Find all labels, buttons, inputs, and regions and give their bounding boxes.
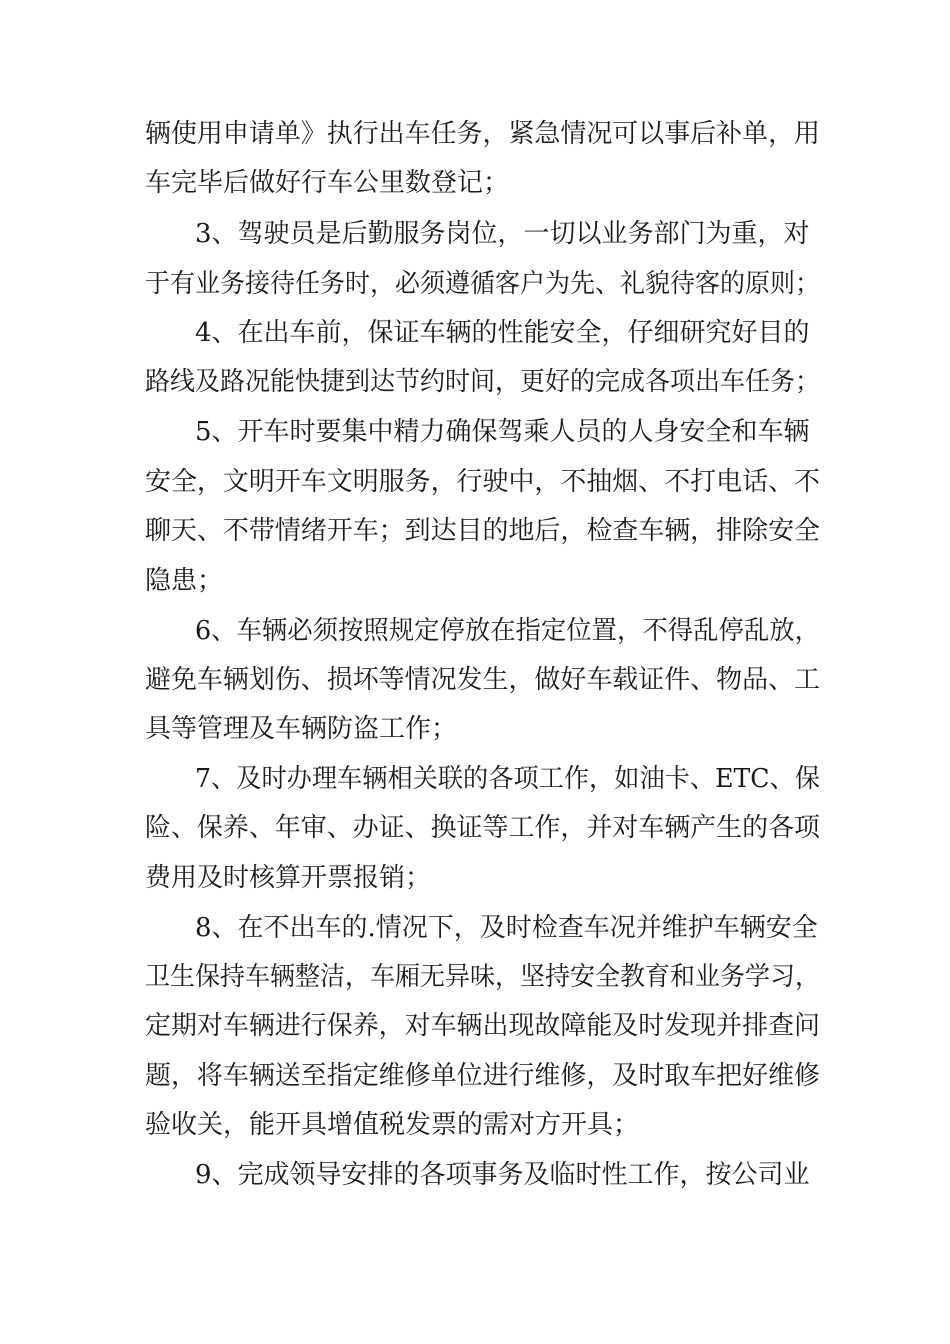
text-line — [0, 362, 950, 402]
text-line — [0, 1105, 950, 1145]
text-line — [0, 1056, 950, 1096]
text-line-content: 安全，文明开车文明服务，行驶中，不抽烟、不打电话、不 — [145, 467, 821, 497]
text-line-content: 避免车辆划伤、损坏等情况发生，做好车载证件、物品、工 — [145, 665, 821, 695]
text-line — [0, 511, 950, 551]
text-line — [0, 462, 950, 502]
text-line-content: 4、在出车前，保证车辆的性能安全，仔细研究好目的 — [195, 318, 810, 348]
text-line — [0, 858, 950, 898]
text-line-content: 定期对车辆进行保养，对车辆出现故障能及时发现并排查问 — [145, 1011, 821, 1041]
text-line — [0, 759, 950, 799]
text-line — [0, 114, 950, 154]
text-line — [0, 313, 950, 353]
text-line — [0, 412, 950, 452]
text-line — [0, 611, 950, 651]
text-line-content: 隐患； — [145, 566, 224, 596]
text-line-content: 车完毕后做好行车公里数登记； — [145, 168, 510, 198]
text-line-content: 路线及路况能快捷到达节约时间，更好的完成各项出车任务； — [145, 367, 820, 397]
text-line-content: 6、车辆必须按照规定停放在指定位置，不得乱停乱放， — [195, 616, 820, 646]
text-line-content: 验收关，能开具增值税发票的需对方开具； — [145, 1110, 640, 1140]
text-line — [0, 660, 950, 700]
text-line-content: 9、完成领导安排的各项事务及临时性工作，按公司业 — [195, 1160, 810, 1190]
text-line — [0, 214, 950, 254]
text-line — [0, 264, 950, 304]
text-line-content: 卫生保持车辆整洁，车厢无异味，坚持安全教育和业务学习， — [145, 962, 820, 992]
text-line — [0, 1155, 950, 1195]
text-line — [0, 908, 950, 948]
text-line-content: 7、及时办理车辆相关联的各项工作，如油卡、ETC、保 — [195, 764, 820, 794]
text-line-content: 8、在不出车的.情况下，及时检查车况并维护车辆安全 — [195, 913, 818, 943]
text-line-content: 于有业务接待任务时，必须遵循客户为先、礼貌待客的原则； — [145, 269, 820, 299]
text-line — [0, 163, 950, 203]
text-line-content: 辆使用申请单》执行出车任务，紧急情况可以事后补单，用 — [145, 119, 821, 149]
text-line-content: 聊天、不带情绪开车；到达目的地后，检查车辆，排除安全 — [145, 516, 821, 546]
text-line — [0, 957, 950, 997]
text-line-content: 费用及时核算开票报销； — [145, 863, 432, 893]
text-line-content: 5、开车时要集中精力确保驾乘人员的人身安全和车辆 — [195, 417, 810, 447]
text-line — [0, 709, 950, 749]
text-line — [0, 561, 950, 601]
text-line-content: 3、驾驶员是后勤服务岗位，一切以业务部门为重，对 — [195, 219, 810, 249]
text-line-content: 具等管理及车辆防盗工作； — [145, 714, 458, 744]
text-line — [0, 808, 950, 848]
text-line-content: 题，将车辆送至指定维修单位进行维修，及时取车把好维修 — [145, 1061, 821, 1091]
text-line — [0, 1006, 950, 1046]
text-line-content: 险、保养、年审、办证、换证等工作，并对车辆产生的各项 — [145, 813, 821, 843]
